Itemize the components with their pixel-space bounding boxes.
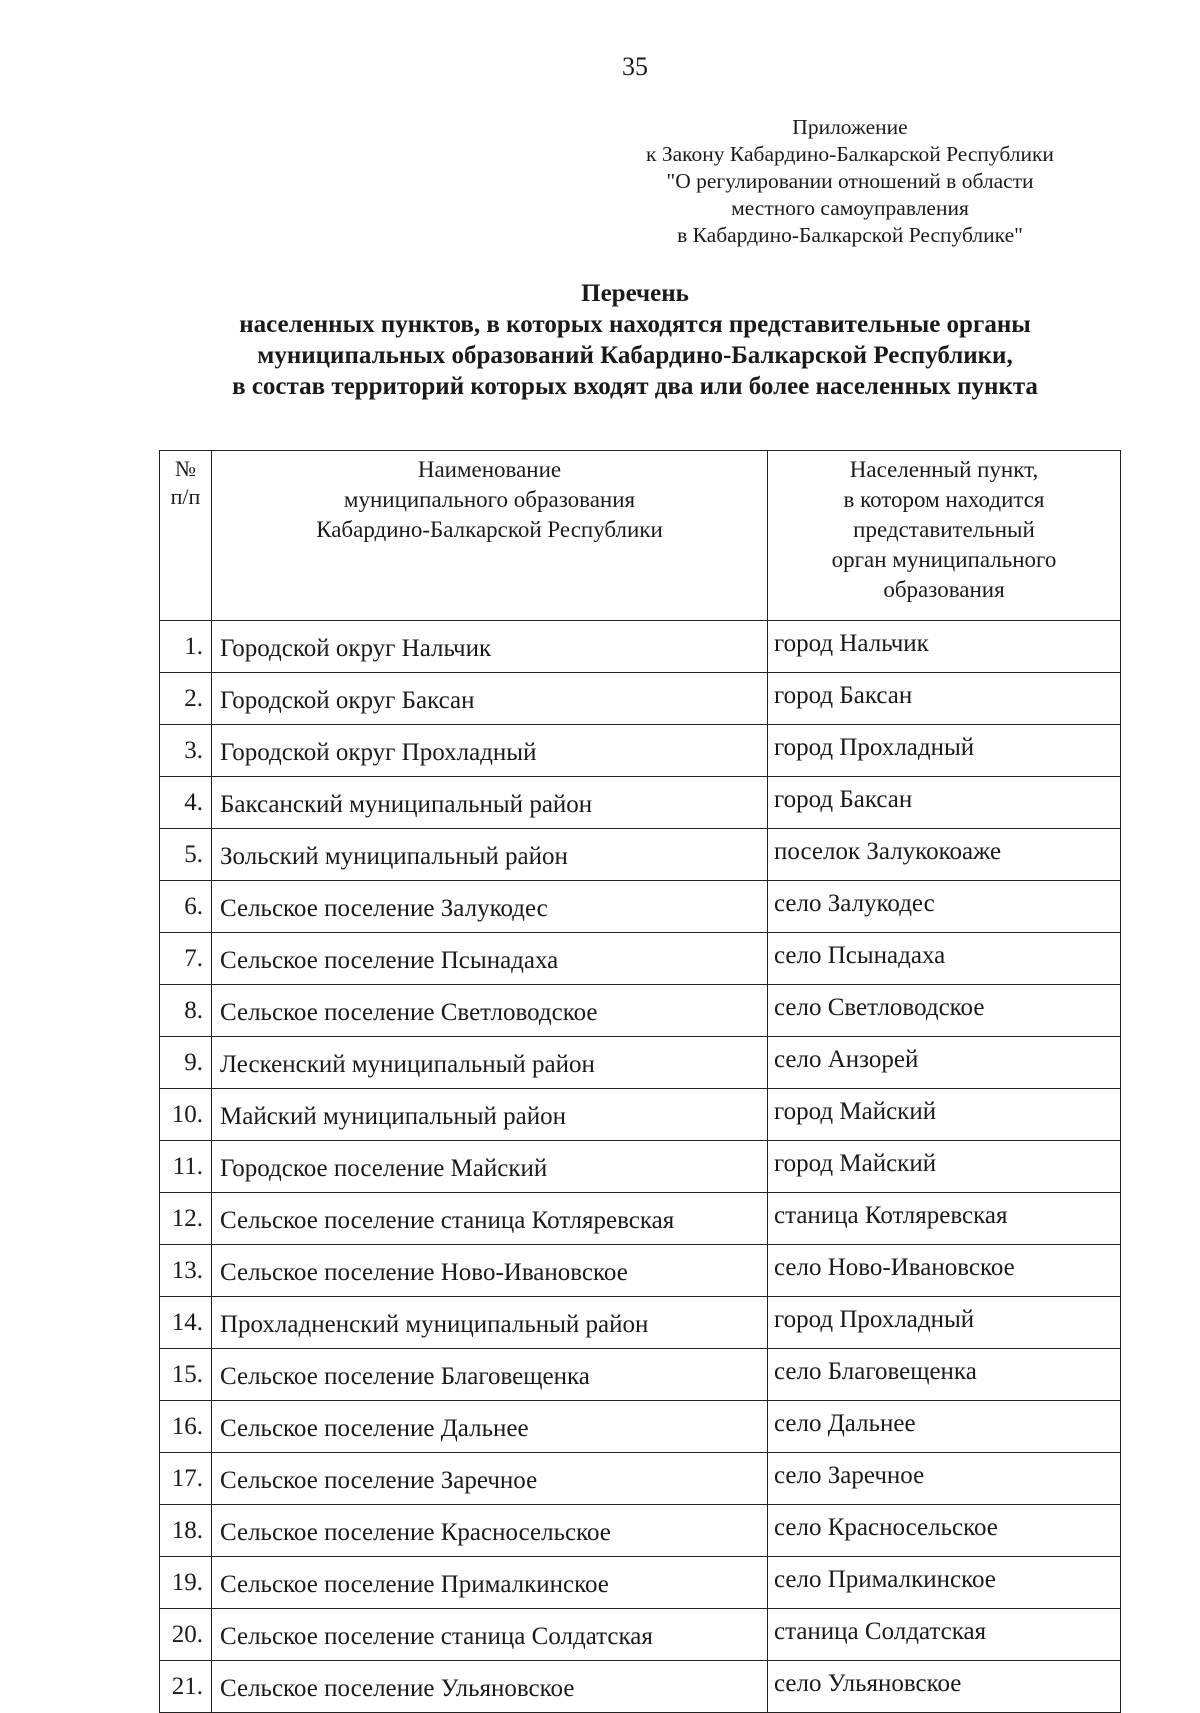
- settlement-name: село Прималкинское: [768, 1557, 1121, 1609]
- row-number: 11.: [160, 1141, 212, 1193]
- table-row: [160, 1661, 1121, 1713]
- municipality-name: Сельское поселение Дальнее: [212, 1401, 768, 1453]
- row-number: 3.: [160, 725, 212, 777]
- table-row: [160, 725, 1121, 777]
- row-number: 15.: [160, 1349, 212, 1401]
- header-number-line: №: [175, 456, 196, 481]
- municipality-name: Майский муниципальный район: [212, 1089, 768, 1141]
- table-row: [160, 1557, 1121, 1609]
- settlement-name: село Дальнее: [768, 1401, 1121, 1453]
- title-line: населенных пунктов, в которых находятся представительные органы: [239, 311, 1031, 338]
- table-row: [160, 777, 1121, 829]
- header-settlement-line: Населенный пункт,: [849, 457, 1039, 482]
- municipality-name: Городской округ Нальчик: [212, 621, 768, 673]
- municipality-name: Сельское поселение станица Котляревская: [212, 1193, 768, 1245]
- table-row: [160, 1037, 1121, 1089]
- row-number: 4.: [160, 777, 212, 829]
- row-number: 17.: [160, 1453, 212, 1505]
- table-row: [160, 1609, 1121, 1661]
- settlement-name: село Ульяновское: [768, 1661, 1121, 1713]
- table-row: [160, 1453, 1121, 1505]
- row-number: 18.: [160, 1505, 212, 1557]
- header-name-line: Наименование: [417, 457, 562, 482]
- row-number: 5.: [160, 829, 212, 881]
- municipality-name: Лескенский муниципальный район: [212, 1037, 768, 1089]
- header-settlement-line: образования: [883, 577, 1005, 602]
- row-number: 16.: [160, 1401, 212, 1453]
- header-settlement-line: представительный: [853, 517, 1035, 542]
- row-number: 7.: [160, 933, 212, 985]
- table-row: [160, 1505, 1121, 1557]
- table-row: [160, 1349, 1121, 1401]
- appendix-line: Приложение: [792, 115, 908, 139]
- municipality-name: Сельское поселение Красносельское: [212, 1505, 768, 1557]
- header-settlement-line: в котором находится: [843, 487, 1045, 512]
- appendix-line: "О регулировании отношений в области: [666, 169, 1034, 193]
- table-row: [160, 1245, 1121, 1297]
- appendix-line: в Кабардино-Балкарской Республике": [677, 223, 1023, 247]
- municipality-name: Сельское поселение Благовещенка: [212, 1349, 768, 1401]
- municipality-name: Сельское поселение Псынадаха: [212, 933, 768, 985]
- table-row: [160, 1193, 1121, 1245]
- header-number-line: п/п: [170, 484, 201, 509]
- row-number: 6.: [160, 881, 212, 933]
- settlement-name: город Майский: [768, 1089, 1121, 1141]
- municipality-name: Городской округ Прохладный: [212, 725, 768, 777]
- municipality-name: Баксанский муниципальный район: [212, 777, 768, 829]
- title-line: муниципальных образований Кабардино-Балкарской Республики,: [257, 342, 1013, 369]
- municipality-name: Зольский муниципальный район: [212, 829, 768, 881]
- row-number: 9.: [160, 1037, 212, 1089]
- title-line: в состав территорий которых входят два или более населенных пункта: [232, 373, 1038, 400]
- settlement-name: село Анзорей: [768, 1037, 1121, 1089]
- page-number: 35: [622, 52, 648, 81]
- settlement-name: село Благовещенка: [768, 1349, 1121, 1401]
- row-number: 2.: [160, 673, 212, 725]
- document-title: [0, 278, 1200, 402]
- settlement-name: село Заречное: [768, 1453, 1121, 1505]
- row-number: 12.: [160, 1193, 212, 1245]
- settlement-name: село Светловодское: [768, 985, 1121, 1037]
- settlement-name: село Псынадаха: [768, 933, 1121, 985]
- settlement-name: город Майский: [768, 1141, 1121, 1193]
- municipality-name: Сельское поселение Ульяновское: [212, 1661, 768, 1713]
- settlement-name: город Нальчик: [768, 621, 1121, 673]
- row-number: 13.: [160, 1245, 212, 1297]
- municipality-name: Городской округ Баксан: [212, 673, 768, 725]
- header-number: [160, 451, 212, 621]
- table-row: [160, 1297, 1121, 1349]
- row-number: 19.: [160, 1557, 212, 1609]
- settlement-name: станица Солдатская: [768, 1609, 1121, 1661]
- municipality-name: Сельское поселение Ново-Ивановское: [212, 1245, 768, 1297]
- row-number: 10.: [160, 1089, 212, 1141]
- appendix-note: [600, 114, 1100, 249]
- header-settlement-line: орган муниципального: [831, 547, 1057, 572]
- municipality-name: Городское поселение Майский: [212, 1141, 768, 1193]
- settlement-name: город Баксан: [768, 777, 1121, 829]
- table-row: [160, 985, 1121, 1037]
- header-settlement: [768, 451, 1121, 621]
- table-row: [160, 673, 1121, 725]
- row-number: 21.: [160, 1661, 212, 1713]
- table-header-row: [160, 451, 1121, 621]
- municipality-name: Сельское поселение Залукодес: [212, 881, 768, 933]
- appendix-line: к Закону Кабардино-Балкарской Республики: [646, 142, 1054, 166]
- municipality-name: Сельское поселение Светловодское: [212, 985, 768, 1037]
- table-row: [160, 1141, 1121, 1193]
- row-number: 14.: [160, 1297, 212, 1349]
- settlement-name: село Красносельское: [768, 1505, 1121, 1557]
- municipality-name: Прохладненский муниципальный район: [212, 1297, 768, 1349]
- row-number: 8.: [160, 985, 212, 1037]
- settlement-name: город Прохладный: [768, 725, 1121, 777]
- table-row: [160, 829, 1121, 881]
- title-line: Перечень: [581, 280, 689, 307]
- appendix-line: местного самоуправления: [731, 196, 969, 220]
- table-row: [160, 881, 1121, 933]
- settlement-name: поселок Залукокоаже: [768, 829, 1121, 881]
- settlement-name: село Ново-Ивановское: [768, 1245, 1121, 1297]
- table-row: [160, 621, 1121, 673]
- municipality-name: Сельское поселение станица Солдатская: [212, 1609, 768, 1661]
- header-name-line: муниципального образования: [343, 487, 636, 512]
- table-row: [160, 933, 1121, 985]
- table-row: [160, 1089, 1121, 1141]
- settlement-name: город Прохладный: [768, 1297, 1121, 1349]
- municipality-name: Сельское поселение Заречное: [212, 1453, 768, 1505]
- settlement-name: станица Котляревская: [768, 1193, 1121, 1245]
- municipality-name: Сельское поселение Прималкинское: [212, 1557, 768, 1609]
- row-number: 1.: [160, 621, 212, 673]
- header-name-line: Кабардино-Балкарской Республики: [316, 517, 663, 542]
- row-number: 20.: [160, 1609, 212, 1661]
- settlement-name: город Баксан: [768, 673, 1121, 725]
- settlement-name: село Залукодес: [768, 881, 1121, 933]
- municipalities-table: [159, 450, 1121, 1713]
- header-municipality-name: [212, 451, 768, 621]
- table-row: [160, 1401, 1121, 1453]
